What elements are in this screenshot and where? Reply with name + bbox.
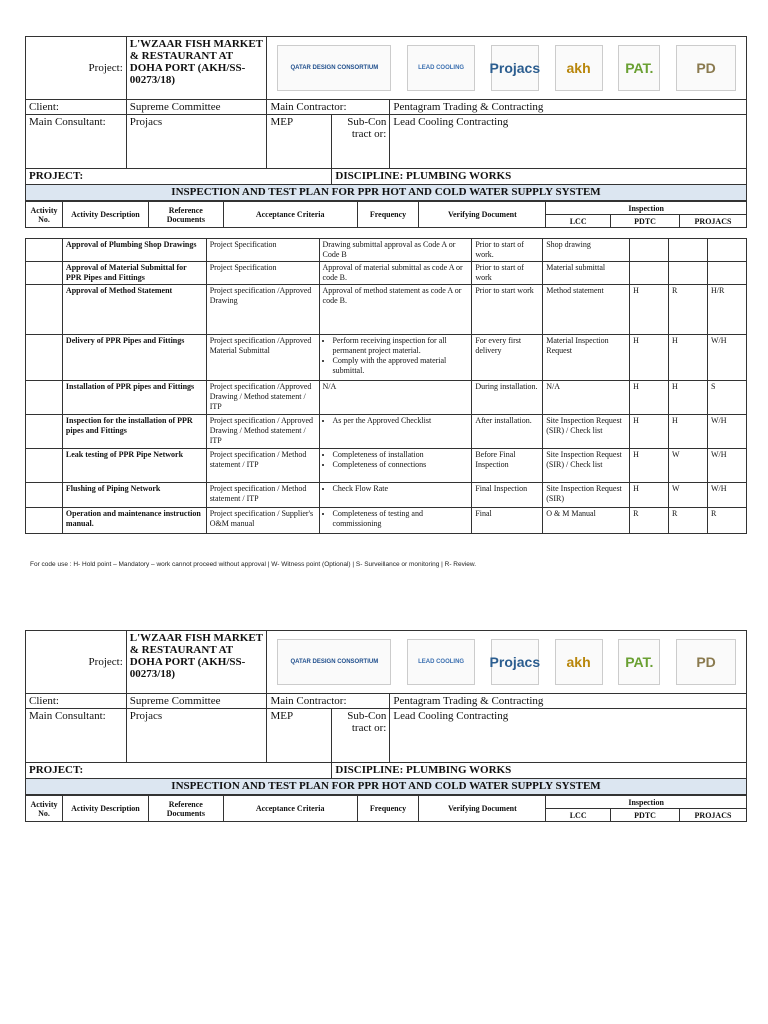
col-activity-no: Activity No. <box>26 796 63 822</box>
col-pdtc: PDTC <box>611 215 680 228</box>
verifying-document: Site Inspection Request (SIR) / Check list <box>543 415 630 449</box>
acceptance-criteria <box>319 483 472 508</box>
projacs-code: H/R <box>707 285 746 335</box>
table-row <box>26 508 747 534</box>
reference-documents: Project Specification <box>206 239 319 262</box>
col-description: Activity Description <box>62 796 148 822</box>
subcontractor-value: Lead Cooling Contracting <box>390 709 747 763</box>
reference-documents: Project Specification <box>206 262 319 285</box>
akh-logo: akh <box>555 45 603 91</box>
acceptance-criteria <box>319 262 472 285</box>
frequency-cell: For every first delivery <box>472 335 543 381</box>
pdtc-code: R <box>669 285 708 335</box>
activity-no-cell <box>26 239 63 262</box>
verifying-document: Method statement <box>543 285 630 335</box>
activity-no-cell <box>26 449 63 483</box>
table-row <box>26 483 747 508</box>
activity-description: Inspection for the installation of PPR pipes and Fittings <box>62 415 206 449</box>
col-projacs: PROJACS <box>680 215 747 228</box>
col-reference: Reference Documents <box>148 202 223 228</box>
lcc-code: H <box>630 483 669 508</box>
lcc-code: H <box>630 335 669 381</box>
pat-logo: PAT. <box>618 639 660 685</box>
reference-documents: Project specification /Approved Drawing <box>206 285 319 335</box>
criteria-item: Approval of material submittal as code A or code B. <box>322 263 463 282</box>
frequency-cell: Final Inspection <box>472 483 543 508</box>
activity-description: Leak testing of PPR Pipe Network <box>62 449 206 483</box>
plan-title: INSPECTION AND TEST PLAN FOR PPR HOT AND COLD WATER SUPPLY SYSTEM <box>26 779 747 795</box>
frequency-cell: During installation. <box>472 381 543 415</box>
frequency-cell: Prior to start work <box>472 285 543 335</box>
table-row <box>26 239 747 262</box>
criteria-item: • Completeness of connections <box>333 460 469 470</box>
projacs-code <box>707 239 746 262</box>
frequency-cell: Final <box>472 508 543 534</box>
pdtc-code <box>669 239 708 262</box>
mep-label: MEP <box>267 709 332 763</box>
reference-documents: Project specification / Supplier's O&M manual <box>206 508 319 534</box>
col-frequency: Frequency <box>357 202 419 228</box>
col-reference: Reference Documents <box>148 796 223 822</box>
pentagram-design-logo: PD <box>676 639 736 685</box>
mep-label: MEP <box>267 115 332 169</box>
frequency-cell: Prior to start of work <box>472 262 543 285</box>
table-row <box>26 285 747 335</box>
criteria-item: • As per the Approved Checklist <box>333 416 469 426</box>
lcc-code: H <box>630 449 669 483</box>
projacs-code: W/H <box>707 415 746 449</box>
frequency-cell: Prior to start of work. <box>472 239 543 262</box>
col-verifying: Verifying Document <box>419 202 546 228</box>
client-label: Client: <box>26 694 127 709</box>
col-pdtc: PDTC <box>611 809 680 822</box>
projacs-code: R <box>707 508 746 534</box>
acceptance-criteria <box>319 381 472 415</box>
plan-title: INSPECTION AND TEST PLAN FOR PPR HOT AND COLD WATER SUPPLY SYSTEM <box>26 185 747 201</box>
criteria-item: • Check Flow Rate <box>333 484 469 494</box>
col-lcc: LCC <box>546 215 611 228</box>
col-activity-no: Activity No. <box>26 202 63 228</box>
verifying-document: N/A <box>543 381 630 415</box>
activity-description: Approval of Material Submittal for PPR Pipes and Fittings <box>62 262 206 285</box>
subcontractor-label: Sub-Con tract or: <box>332 709 390 763</box>
reference-documents: Project specification / Method statement / ITP <box>206 449 319 483</box>
pdtc-code: R <box>669 508 708 534</box>
criteria-item: • Completeness of installation <box>333 450 469 460</box>
main-consultant-value: Projacs <box>126 115 267 169</box>
activity-no-cell <box>26 335 63 381</box>
col-description: Activity Description <box>62 202 148 228</box>
frequency-cell: After installation. <box>472 415 543 449</box>
activity-description: Approval of Plumbing Shop Drawings <box>62 239 206 262</box>
client-value: Supreme Committee <box>126 694 267 709</box>
logo-strip <box>267 631 747 694</box>
activity-description: Operation and maintenance instruction manual. <box>62 508 206 534</box>
project-label: Project: <box>26 37 127 100</box>
pdtc-code: W <box>669 449 708 483</box>
acceptance-criteria <box>319 239 472 262</box>
page-header-1 <box>25 36 747 228</box>
lead-cooling-logo: LEAD COOLING <box>407 45 475 91</box>
col-verifying: Verifying Document <box>419 796 546 822</box>
col-acceptance: Acceptance Criteria <box>223 796 357 822</box>
acceptance-criteria <box>319 508 472 534</box>
col-frequency: Frequency <box>357 796 419 822</box>
main-consultant-value: Projacs <box>126 709 267 763</box>
criteria-item: • Comply with the approved material submittal. <box>333 356 469 376</box>
activity-description: Approval of Method Statement <box>62 285 206 335</box>
main-consultant-label: Main Consultant: <box>26 115 127 169</box>
projacs-code: W/H <box>707 335 746 381</box>
itp-table <box>25 238 747 534</box>
activity-no-cell <box>26 415 63 449</box>
pdtc-code <box>669 262 708 285</box>
reference-documents: Project specification / Approved Drawing / Method statement / ITP <box>206 415 319 449</box>
lcc-code <box>630 239 669 262</box>
pdtc-code: H <box>669 381 708 415</box>
projacs-logo: Projacs <box>491 639 539 685</box>
col-inspection: Inspection <box>546 202 747 215</box>
lcc-code: H <box>630 381 669 415</box>
lead-cooling-logo: LEAD COOLING <box>407 639 475 685</box>
main-contractor-value: Pentagram Trading & Contracting <box>390 100 747 115</box>
projacs-code: W/H <box>707 449 746 483</box>
project-name: L'WZAAR FISH MARKET & RESTAURANT AT DOHA PORT (AKH/SS-00273/18) <box>126 631 267 694</box>
activity-no-cell <box>26 381 63 415</box>
table-row <box>26 335 747 381</box>
projacs-code: S <box>707 381 746 415</box>
acceptance-criteria <box>319 415 472 449</box>
qatar-design-consortium-logo: QATAR DESIGN CONSORTIUM <box>277 639 391 685</box>
table-row <box>26 449 747 483</box>
project-row-label: PROJECT: <box>26 169 332 185</box>
reference-documents: Project specification / Method statement / ITP <box>206 483 319 508</box>
acceptance-criteria <box>319 335 472 381</box>
col-lcc: LCC <box>546 809 611 822</box>
page-header-2 <box>25 630 747 822</box>
pentagram-design-logo: PD <box>676 45 736 91</box>
verifying-document: Material submittal <box>543 262 630 285</box>
verifying-document: Shop drawing <box>543 239 630 262</box>
discipline-label: DISCIPLINE: PLUMBING WORKS <box>332 169 747 185</box>
main-contractor-value: Pentagram Trading & Contracting <box>390 694 747 709</box>
verifying-document: Site Inspection Request (SIR) / Check list <box>543 449 630 483</box>
activity-description: Delivery of PPR Pipes and Fittings <box>62 335 206 381</box>
projacs-code <box>707 262 746 285</box>
project-label: Project: <box>26 631 127 694</box>
lcc-code <box>630 262 669 285</box>
criteria-item: N/A <box>322 382 337 391</box>
col-acceptance: Acceptance Criteria <box>223 202 357 228</box>
table-row <box>26 381 747 415</box>
pdtc-code: H <box>669 335 708 381</box>
main-contractor-label: Main Contractor: <box>267 100 390 115</box>
projacs-logo: Projacs <box>491 45 539 91</box>
logo-strip <box>267 37 747 100</box>
subcontractor-value: Lead Cooling Contracting <box>390 115 747 169</box>
lcc-code: R <box>630 508 669 534</box>
reference-documents: Project specification /Approved Drawing / Method statement / ITP <box>206 381 319 415</box>
col-inspection: Inspection <box>546 796 747 809</box>
pdtc-code: H <box>669 415 708 449</box>
client-label: Client: <box>26 100 127 115</box>
discipline-label: DISCIPLINE: PLUMBING WORKS <box>332 763 747 779</box>
lcc-code: H <box>630 415 669 449</box>
pat-logo: PAT. <box>618 45 660 91</box>
activity-description: Flushing of Piping Network <box>62 483 206 508</box>
criteria-item: Approval of method statement as code A or code B. <box>322 286 462 305</box>
table-row <box>26 415 747 449</box>
verifying-document: Site Inspection Request (SIR) <box>543 483 630 508</box>
main-contractor-label: Main Contractor: <box>267 694 390 709</box>
activity-description: Installation of PPR pipes and Fittings <box>62 381 206 415</box>
client-value: Supreme Committee <box>126 100 267 115</box>
verifying-document: O & M Manual <box>543 508 630 534</box>
activity-no-cell <box>26 285 63 335</box>
project-row-label: PROJECT: <box>26 763 332 779</box>
table-row <box>26 262 747 285</box>
acceptance-criteria <box>319 285 472 335</box>
projacs-code: W/H <box>707 483 746 508</box>
criteria-item: • Completeness of testing and commissioning <box>333 509 469 529</box>
verifying-document: Material Inspection Request <box>543 335 630 381</box>
criteria-item: • Perform receiving inspection for all permanent project material. <box>333 336 469 356</box>
main-consultant-label: Main Consultant: <box>26 709 127 763</box>
activity-no-cell <box>26 508 63 534</box>
col-projacs: PROJACS <box>680 809 747 822</box>
criteria-item: Drawing submittal approval as Code A or Code B <box>322 240 456 259</box>
activity-no-cell <box>26 483 63 508</box>
reference-documents: Project specification /Approved Material Submittal <box>206 335 319 381</box>
frequency-cell: Before Final Inspection <box>472 449 543 483</box>
activity-no-cell <box>26 262 63 285</box>
akh-logo: akh <box>555 639 603 685</box>
qatar-design-consortium-logo: QATAR DESIGN CONSORTIUM <box>277 45 391 91</box>
pdtc-code: W <box>669 483 708 508</box>
subcontractor-label: Sub-Con tract or: <box>332 115 390 169</box>
code-legend: For code use : H- Hold point – Mandatory – work cannot proceed without approval | W- Witness point (Optional) | S- Surveillance or monitoring | R- Review. <box>30 561 477 568</box>
lcc-code: H <box>630 285 669 335</box>
project-name: L'WZAAR FISH MARKET & RESTAURANT AT DOHA PORT (AKH/SS-00273/18) <box>126 37 267 100</box>
acceptance-criteria <box>319 449 472 483</box>
